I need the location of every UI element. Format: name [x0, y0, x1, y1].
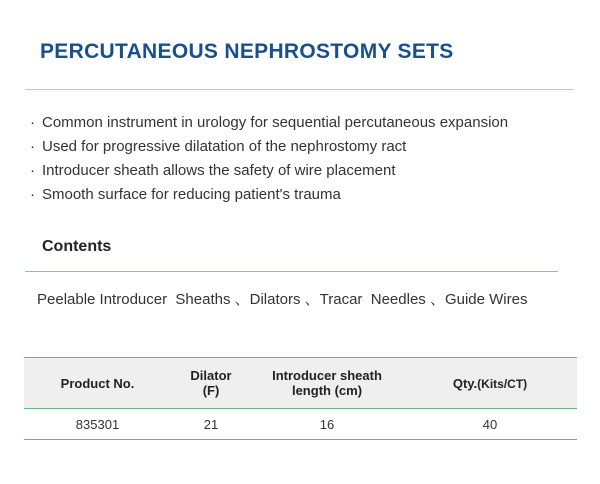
- feature-text: Introducer sheath allows the safety of wire placement: [42, 162, 396, 179]
- feature-text: Smooth surface for reducing patient's trauma: [42, 186, 341, 203]
- header-qty: Qty.(Kits/CT): [403, 358, 577, 409]
- feature-text: Common instrument in urology for sequential percutaneous expansion: [42, 114, 509, 131]
- bullet-dot: ·: [30, 186, 35, 203]
- table-row: [24, 409, 577, 440]
- contents-items: Peelable Introducer Sheaths 、Dilators 、Tracar Needles 、Guide Wires: [37, 291, 528, 308]
- bullet-dot: ·: [30, 162, 35, 179]
- cell-sheath-length: 16: [251, 409, 403, 440]
- header-dilator: Dilator (F): [171, 358, 251, 409]
- feature-list: [30, 111, 508, 207]
- bullet-dot: ·: [30, 138, 35, 155]
- cell-dilator: 21: [171, 409, 251, 440]
- feature-item: [30, 135, 508, 159]
- bullet-dot: ·: [30, 114, 35, 131]
- product-spec-table: [24, 357, 577, 440]
- header-product-no: Product No.: [24, 358, 171, 409]
- contents-divider: [25, 271, 558, 272]
- contents-heading: Contents: [42, 238, 112, 255]
- feature-item: [30, 183, 508, 207]
- table-header-row: [24, 358, 577, 409]
- cell-qty: 40: [403, 409, 577, 440]
- feature-item: [30, 111, 508, 135]
- feature-item: [30, 159, 508, 183]
- feature-text: Used for progressive dilatation of the nephrostomy ract: [42, 138, 407, 155]
- page-title: PERCUTANEOUS NEPHROSTOMY SETS: [40, 40, 454, 63]
- cell-product-no: 835301: [24, 409, 171, 440]
- title-divider: [25, 89, 574, 90]
- header-sheath-length: Introducer sheath length (cm): [251, 358, 403, 409]
